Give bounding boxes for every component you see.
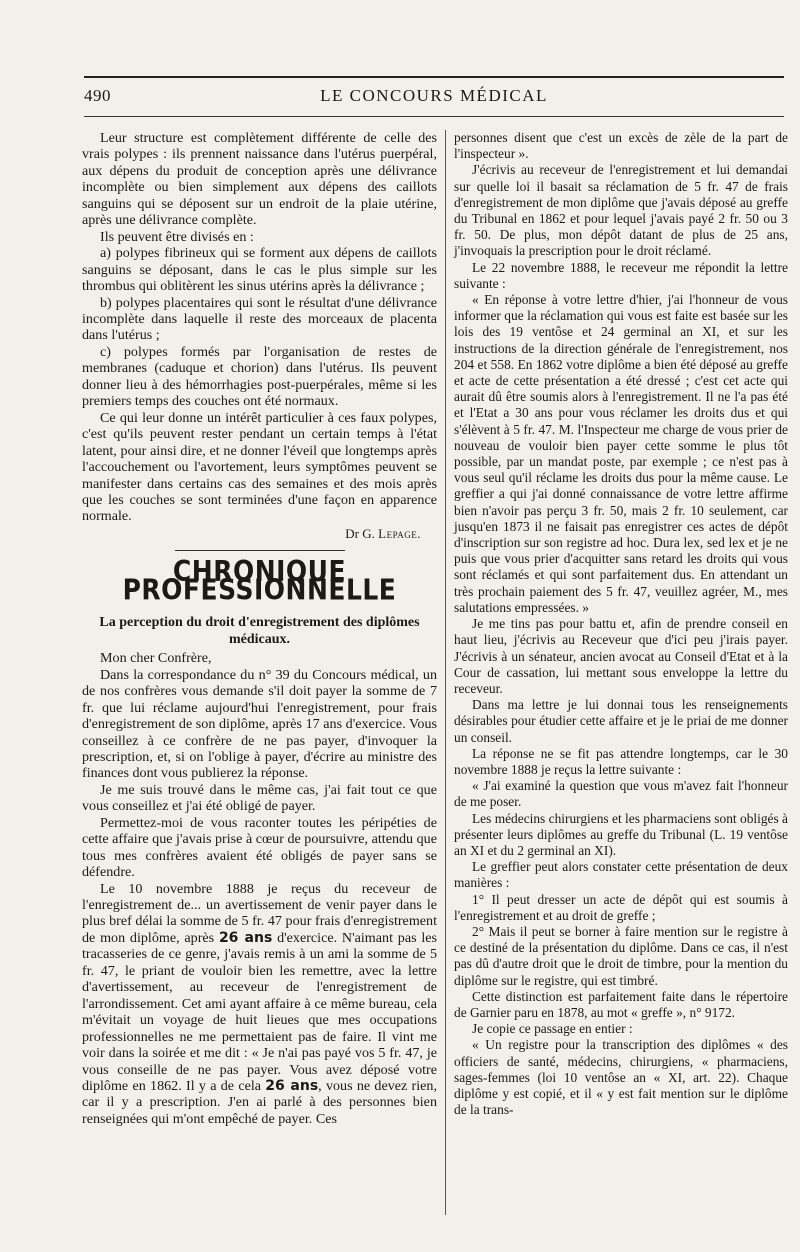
paragraph: « En réponse à votre lettre d'hier, j'ai l'honneur de vous informer que la réclamation qui vous est faite est basée sur les lois des 19 ventôse et 24 germinal an XI, et sur les instructions de la direction générale de l'enregistrement, nos 204 et 558. En 1862 votre diplôme a bien été déposé au greffe et acte de cette présentation a été dressé ; c'est cet acte qui aurait dû être soumis alors à l'enregistrement. Il ne l'a pas été et l'Etat a 30 ans pour vous réclamer les droits dus et qui s'élèvent à 5 fr. 47. M. l'Inspecteur me charge de vous prier de nouveau de vouloir bien payer cette somme le plus tôt possible, par un mandat poste, par exemple ; ce n'est pas à vous seul qu'il réclame les droits dus pour la même cause. Le greffier a qui j'ai donné connaissance de votre lettre affirme bien n'avoir pas perçu 3 fr. 50, mais 2 fr. 10 seulement, car jusqu'en 1873 il ne faisait pas enregistrer ces actes de dépôt d'inscription sur son registre ad hoc. Dura lex, sed lex et je ne puis que vous prier d'acquitter sans retard les droits qui vous sont réclamés et qui sont parfaitement dus. En attendant un très prochain paiement des 5 fr. 47, veuillez agréer, M., mes salutations empressées. » bbox=[454, 292, 788, 615]
paragraph: c) polypes formés par l'organisation de restes de membranes (caduque et chorion) dans l'utérus. Ils peuvent donner lieu à des hémorrhagies post-puerpérales, même si les premiers temps des couches ont été normaux. bbox=[82, 343, 437, 410]
paragraph: personnes disent que c'est un excès de zèle de la part de l'inspecteur ». bbox=[454, 130, 788, 162]
header-rule bbox=[84, 116, 784, 117]
top-rule bbox=[84, 76, 784, 78]
signature bbox=[82, 526, 437, 542]
paragraph: Cette distinction est parfaitement faite dans le répertoire de Garnier paru en 1878, au mot « greffe », n° 9172. bbox=[454, 988, 788, 1020]
article-title: La perception du droit d'enregistrement des diplômes médicaux. bbox=[99, 615, 420, 648]
paragraph: Dans ma lettre je lui donnai tous les renseignements désirables pour étudier cette affaire et je le priai de me donner un conseil. bbox=[454, 697, 788, 745]
paragraph: La réponse ne se fit pas attendre longtemps, car le 30 novembre 1888 je reçus la lettre suivante : bbox=[454, 745, 788, 777]
paragraph bbox=[82, 881, 437, 1128]
paragraph: Dans la correspondance du n° 39 du Concours médical, un de nos confrères vous demande s'il doit payer la somme de 7 fr. que lui réclame aujourd'hui l'enregistrement, pour frais d'enregistrement de son diplôme, après 17 ans d'exercice. Vous conseillez à ce confrère de ne pas payer, d'invoquer la prescription, et, si on l'oblige à payer, d'écrire au ministre des finances dont vous publierez la réponse. bbox=[82, 666, 437, 782]
right-column bbox=[454, 130, 788, 1118]
section-title: CHRONIQUE PROFESSIONNELLE bbox=[122, 554, 397, 608]
paragraph: Je me suis trouvé dans le même cas, j'ai fait tout ce que vous conseillez et j'ai été obligé de payer. bbox=[82, 781, 437, 815]
paragraph: Ils peuvent être divisés en : bbox=[100, 228, 254, 245]
left-column bbox=[82, 130, 437, 1127]
paragraph: 2° Mais il peut se borner à faire mention sur le registre à ce destiné de la présentation du diplôme. Dans ce cas, il n'est pas dû d'autre droit que le droit de timbre, pour la mention du diplôme sur le registre, qui est timbré. bbox=[454, 923, 788, 988]
paragraph: 1° Il peut dresser un acte de dépôt qui est soumis à l'enregistrement et au droit de greffe ; bbox=[454, 891, 788, 923]
running-title: LE CONCOURS MÉDICAL bbox=[320, 86, 548, 105]
paragraph: Les médecins chirurgiens et les pharmaciens sont obligés à présenter leurs diplômes au greffe du Tribunal (L. 19 ventôse an XI et du 2 germinal an XI). bbox=[454, 810, 788, 858]
page-header bbox=[84, 86, 784, 112]
emphasis-years: 26 ans bbox=[218, 929, 273, 946]
paragraph: Leur structure est complètement différente de celle des vrais polypes : ils prennent naissance dans l'utérus puerpéral, aux dépens du produit de conception après une délivrance incomplète ou bien simplement aux dépens des caillots sanguins qui se déposent sur un endroit de la plaie utérine, après une délivrance complète. bbox=[82, 130, 437, 229]
text-run: Le 10 novembre 1888 je reçus du receveur de l'enregistrement de... un avertissement de venir payer dans le plus bref délai la somme de 5 fr. 47 pour frais d'enregistrement de mon diplôme, après bbox=[82, 880, 437, 946]
paragraph: a) polypes fibrineux qui se forment aux dépens de caillots sanguins se déposant, dans le cas le plus simple sur les thrombus qui oblitèrent les sinus utérins après la délivrance ; bbox=[82, 245, 437, 295]
paragraph: Je me tins pas pour battu et, afin de prendre conseil en haut lieu, j'écrivis au Receveur que d'ici peu j'irais payer. J'écrivis à un sénateur, ancien avocat au Conseil d'Etat et à la Cour de cassation, lui mettant sous enveloppe la lettre du receveur. bbox=[454, 616, 788, 696]
separator-rule bbox=[175, 550, 345, 551]
salutation: Mon cher Confrère, bbox=[100, 650, 212, 667]
emphasis-years: 26 ans bbox=[265, 1078, 319, 1095]
paragraph: J'écrivis au receveur de l'enregistrement et lui demandai sur quelle loi il basait sa réclamation de 5 fr. 47 de frais d'enregistrement de mon diplôme que j'avais déposé au greffe du Tribunal en 1862 et pour lequel j'avais payé 2 fr. 50 ou 3 fr. 50. De plus, mon dépôt datant de plus de 25 ans, j'invoquais la prescription pour le droit réclamé. bbox=[454, 162, 788, 259]
paragraph: « Un registre pour la transcription des diplômes « des officiers de santé, médecins, chirurgiens, « pharmaciens, sages-femmes (loi 10 ventôse an « XI, art. 22). Chaque diplôme y est copié, et il « y est fait mention sur le diplôme de la trans- bbox=[454, 1037, 788, 1118]
text-run: d'exercice. N'aimant pas les tracasseries de ce genre, j'avais remis à un ami la somme de 5 fr. 47, le priant de vouloir bien les remettre, avec la lettre d'avertissement, au receveur de l'enregistrement de l'arrondissement. Cet ami ayant affaire à ce même bureau, cela m'évitait un voyage de huit lieues que mes occupations professionnelles ne me permettaient pas de faire. Il vint me voir dans la soirée et me dit : « Je n'ai pas payé vos 5 fr. 47, je vous conseille de ne pas payer. Vous avez déposé votre diplôme en 1862. Il y a de cela bbox=[82, 929, 437, 1095]
text-run: , vous ne devez rien, car il y a prescription. J'en ai parlé à des personnes bien renseignées qui m'ont empêché de payer. Ces bbox=[82, 1078, 437, 1127]
paragraph: Le greffier peut alors constater cette présentation de deux manières : bbox=[454, 859, 788, 891]
paragraph: Je copie ce passage en entier : bbox=[472, 1021, 633, 1037]
signature-prefix: Dr G. bbox=[345, 525, 379, 541]
page-number: 490 bbox=[84, 86, 111, 105]
paragraph: « J'ai examiné la question que vous m'avez fait l'honneur de me poser. bbox=[454, 778, 788, 810]
paragraph: Permettez-moi de vous raconter toutes les péripéties de cette affaire que j'avais prise à cœur de poursuivre, attendu que tous mes confrères avaient été obligés de payer sans se défendre. bbox=[82, 814, 437, 881]
paragraph: Le 22 novembre 1888, le receveur me répondit la lettre suivante : bbox=[454, 259, 788, 291]
signature-name: Lepage. bbox=[378, 525, 421, 541]
column-divider bbox=[445, 130, 446, 1215]
paragraph: b) polypes placentaires qui sont le résultat d'une délivrance incomplète dans laquelle il reste des morceaux de placenta dans l'utérus ; bbox=[82, 294, 437, 344]
paragraph: Ce qui leur donne un intérêt particulier à ces faux polypes, c'est qu'ils peuvent rester pendant un certain temps à l'état latent, pour ainsi dire, et ne donner l'éveil que longtemps après l'accouchement ou l'avortement, leurs symptômes peuvent se manifester dans certains cas des semaines et des mois après que les couches se sont terminées d'une façon en apparence normale. bbox=[82, 409, 437, 525]
